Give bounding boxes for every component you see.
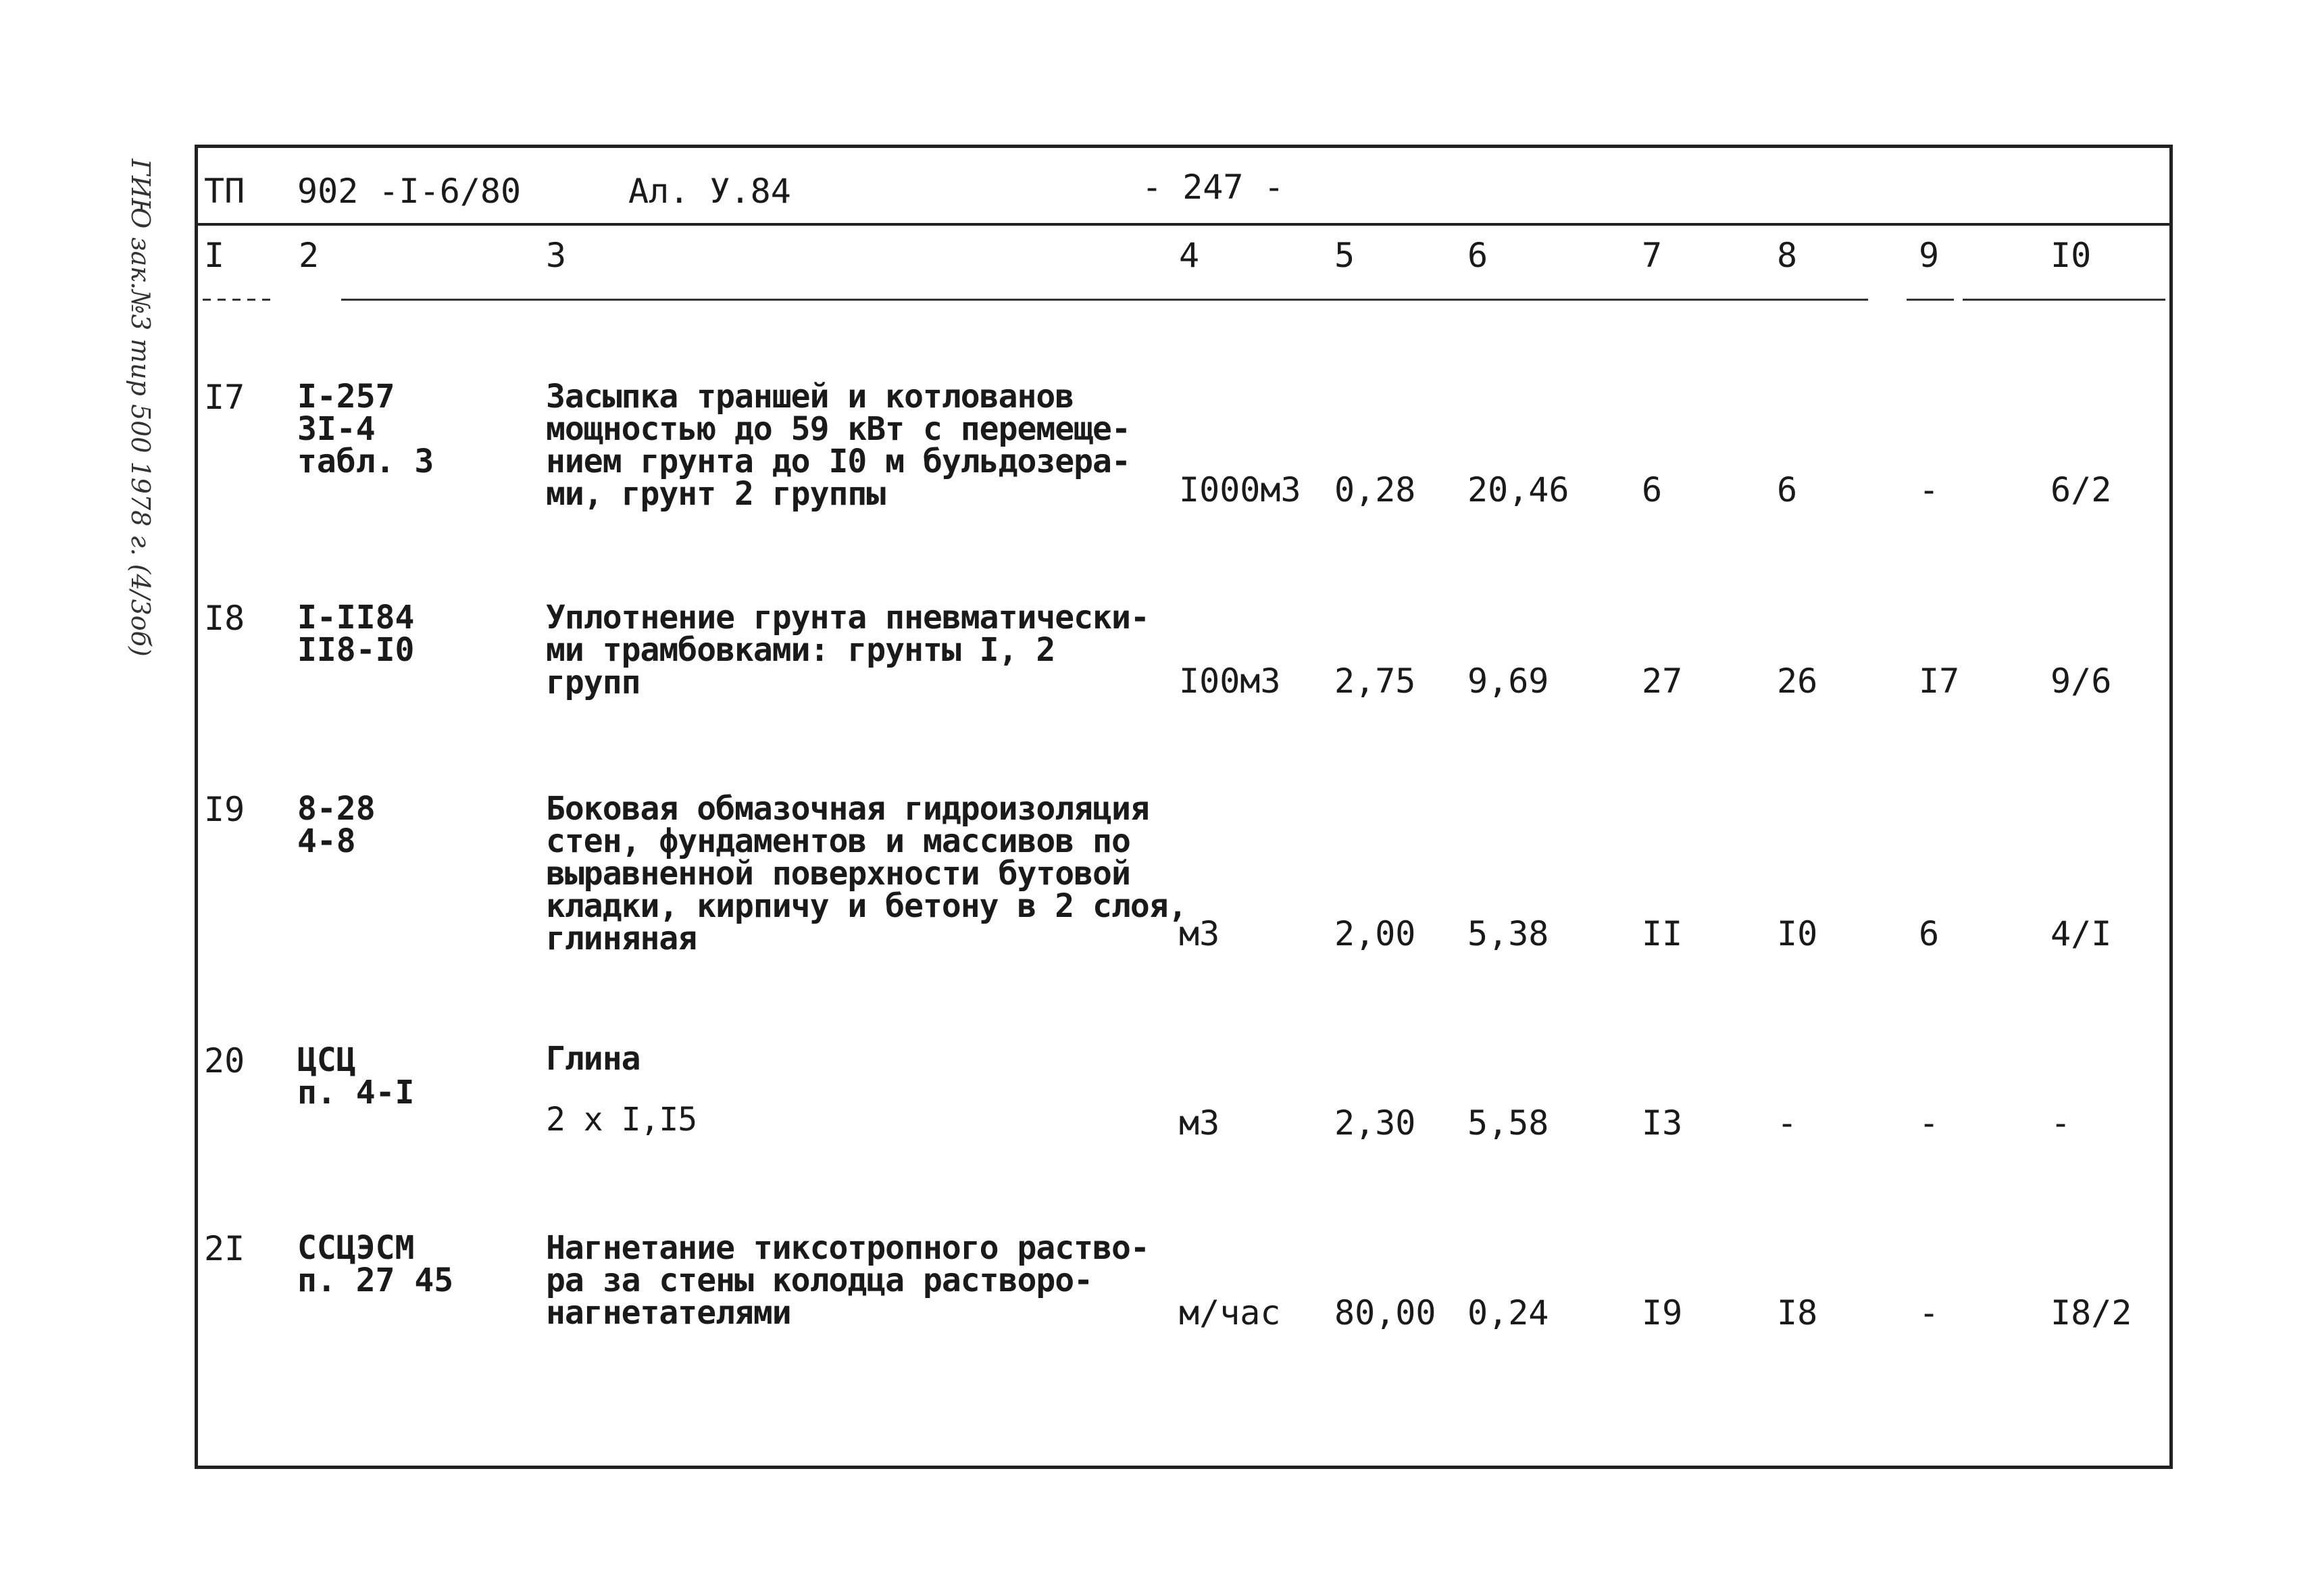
description-line: ми трамбовками: грунты I, 2 [546,631,1055,669]
column-header-underline [341,299,1868,301]
col8-cell: I0 [1777,914,1818,953]
norm-code-line: II8-I0 [297,631,415,669]
row-number: 20 [204,1041,245,1080]
norm-code [297,380,434,478]
description-line: групп [546,664,640,701]
column-header-2: 2 [299,236,320,275]
work-description [546,378,1130,513]
work-description [546,601,1149,699]
norm-code-line: п. 4-I [297,1074,415,1112]
norm-code-line: 8-28 [297,790,376,828]
description-line: нием грунта до I0 м бульдозера- [546,443,1130,480]
description-line: глиняная [546,920,697,957]
col7-cell: 6 [1642,470,1663,509]
col10-cell: 6/2 [2051,470,2112,509]
norm-code [297,599,415,669]
description-line: Глина [546,1040,640,1078]
work-description [546,790,1187,957]
unit-cell: м/час [1179,1293,1281,1332]
description-line: стен, фундаментов и массивов по [546,822,1130,860]
col9-cell: - [1919,470,1940,509]
col6-cell: 20,46 [1467,470,1569,509]
col8-cell: I8 [1777,1293,1818,1332]
header-series: ТП [204,172,245,211]
unit-cell: м3 [1179,1103,1220,1143]
row-number: I9 [204,790,245,829]
description-line: Нагнетание тиксотропного раство- [546,1229,1149,1267]
col10-cell: 4/I [2051,914,2112,953]
header-album: Ал. У.84 [628,172,791,211]
description-line: ра за стены колодца растворо- [546,1262,1093,1299]
col9-cell: - [1919,1103,1940,1143]
col7-cell: I9 [1642,1293,1683,1332]
col8-cell: 26 [1777,662,1818,701]
description-line: Уплотнение грунта пневматически- [546,599,1149,637]
column-header-4: 4 [1179,236,1200,275]
col7-cell: II [1642,914,1683,953]
column-header-1: I [204,236,225,275]
work-description [546,1229,1149,1332]
header-page-number: - 247 - [1142,168,1284,207]
norm-code [297,790,376,860]
description-line: 2 х I,I5 [546,1101,697,1139]
column-header-7: 7 [1642,236,1663,275]
unit-cell: I00м3 [1179,662,1281,701]
norm-code-line: 4-8 [297,822,356,860]
header-divider [195,223,2173,226]
column-header-underline [203,299,277,301]
unit-cell: м3 [1179,914,1220,953]
col7-cell: I3 [1642,1103,1683,1143]
side-stamp [115,159,176,657]
work-description [546,1040,697,1139]
norm-code-line: I-257 [297,378,395,416]
col9-cell: 6 [1919,914,1940,953]
norm-code-line: 3I-4 [297,410,376,448]
column-header-10: I0 [2051,236,2092,275]
header-project: 902 -I-6/80 [297,172,522,211]
norm-code [297,1041,415,1112]
row-number: I8 [204,599,245,638]
col9-cell: I7 [1919,662,1960,701]
description-line: Засыпка траншей и котлованов [546,378,1074,416]
col5-cell: 2,00 [1334,914,1416,953]
col5-cell: 2,30 [1334,1103,1416,1143]
norm-code-line: ССЦЭСМ [297,1229,415,1267]
col7-cell: 27 [1642,662,1683,701]
col8-cell: - [1777,1103,1798,1143]
col10-cell: I8/2 [2051,1293,2132,1332]
unit-cell: I000м3 [1179,470,1301,509]
description-line: кладки, кирпичу и бетону в 2 слоя, [546,887,1187,925]
row-number: 2I [204,1229,245,1268]
norm-code [297,1229,454,1299]
col10-cell: - [2051,1103,2071,1143]
norm-code-line: п. 27 45 [297,1262,454,1299]
col5-cell: 0,28 [1334,470,1416,509]
column-header-3: 3 [546,236,567,275]
col6-cell: 9,69 [1467,662,1549,701]
side-stamp-text: ГИЮ зак.№3 тир 500 1978 г. (4/3об) [126,159,155,657]
column-header-9: 9 [1919,236,1940,275]
col9-cell: - [1919,1293,1940,1332]
description-line: ми, грунт 2 группы [546,475,886,513]
col5-cell: 2,75 [1334,662,1416,701]
description-line: мощностью до 59 кВт с перемеще- [546,410,1130,448]
column-header-6: 6 [1467,236,1488,275]
column-header-5: 5 [1334,236,1355,275]
description-line: нагнетателями [546,1294,791,1332]
col6-cell: 5,58 [1467,1103,1549,1143]
norm-code-line: ЦСЦ [297,1041,356,1079]
col6-cell: 0,24 [1467,1293,1549,1332]
column-header-8: 8 [1777,236,1798,275]
norm-code-line: I-II84 [297,599,415,637]
row-number: I7 [204,378,245,417]
col10-cell: 9/6 [2051,662,2112,701]
column-header-underline [1907,299,1954,301]
col5-cell: 80,00 [1334,1293,1436,1332]
description-line: выравненной поверхности бутовой [546,855,1130,893]
description-line: Боковая обмазочная гидроизоляция [546,790,1149,828]
norm-code-line: табл. 3 [297,443,434,480]
col6-cell: 5,38 [1467,914,1549,953]
column-header-underline [1963,299,2165,301]
col8-cell: 6 [1777,470,1798,509]
